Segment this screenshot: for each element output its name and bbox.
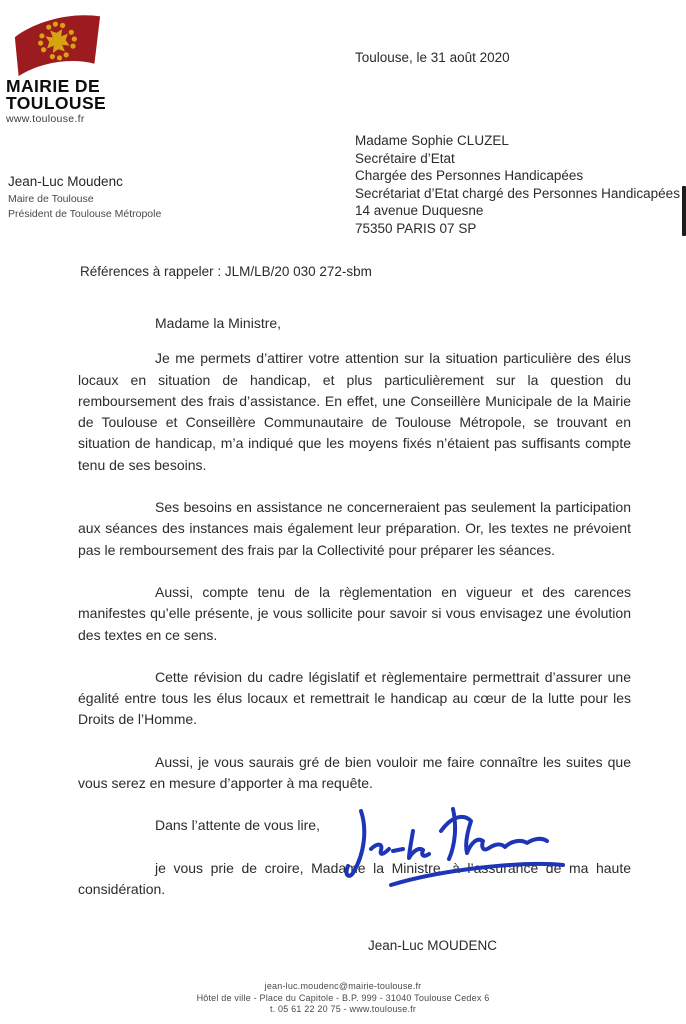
footer-email: jean-luc.moudenc@mairie-toulouse.fr — [264, 981, 422, 991]
occitan-flag-icon — [6, 6, 108, 78]
sender-name: Jean-Luc Moudenc — [8, 174, 123, 189]
recipient-block — [355, 132, 680, 238]
logo-text-line2: TOULOUSE — [6, 92, 107, 113]
footer-phone-web: t. 05 61 22 20 75 - www.toulouse.fr — [269, 1004, 417, 1014]
recipient-line: 14 avenue Duquesne — [355, 203, 484, 219]
date-line: Toulouse, le 31 août 2020 — [355, 50, 510, 65]
sender-title-1: Maire de Toulouse — [8, 193, 94, 205]
valediction: je vous prie de croire, Madame la Ministre, à l’assurance de ma haute considération. — [78, 859, 631, 897]
recipient-line: Secrétariat d’Etat chargé des Personnes Handicapées — [355, 185, 680, 201]
recipient-line: Madame Sophie CLUZEL — [355, 133, 509, 148]
recipient-line: 75350 PARIS 07 SP — [355, 220, 477, 236]
logo-text-line1: MAIRIE DE — [6, 76, 101, 96]
mairie-toulouse-logo — [6, 6, 136, 125]
paragraph: Aussi, compte tenu de la règlementation en vigueur et des carences manifestes qu’elle présente, je vous sollicite pour savoir si vous envisagez une évolution des textes en ce sens. — [78, 583, 631, 643]
sender-block — [8, 174, 161, 222]
recipient-line: Secrétaire d’Etat — [355, 150, 455, 166]
paragraph: Ses besoins en assistance ne concerneraient pas seulement la participation aux séances des instances mais également leur préparation. Or, les textes ne prévoient pas le remboursement des frais par la Collectivité pour préparer les séances. — [78, 499, 631, 558]
letter-footer — [0, 981, 686, 1016]
paragraph: Aussi, je vous saurais gré de bien vouloir me faire connaître les suites que vous serez en mesure d’apporter à ma requête. — [78, 753, 631, 792]
scan-artifact — [682, 186, 686, 236]
closing-line: Dans l’attente de vous lire, — [155, 817, 320, 834]
recipient-line: Chargée des Personnes Handicapées — [355, 168, 584, 184]
logo-website: www.toulouse.fr — [6, 113, 85, 125]
footer-address: Hôtel de ville - Place du Capitole - B.P. 999 - 31040 Toulouse Cedex 6 — [196, 992, 490, 1003]
sender-title-2: Président de Toulouse Métropole — [8, 208, 162, 220]
paragraph: Je me permets d’attirer votre attention sur la situation particulière des élus locaux en situation de handicap, et plus particulièrement sur la question du remboursement des frais d’assistance. En effet, une Conseillère Municipale de la Mairie de Toulouse et Conseillère Communautaire de Toulouse Métropole, se trouvant en situation de handicap, m’a indiqué que les moyens fixés n’étaient pas suffisants compte tenu de ses besoins. — [78, 350, 631, 473]
handwritten-signature — [333, 803, 583, 908]
signature-icon — [333, 803, 583, 908]
paragraph: Cette révision du cadre législatif et règlementaire permettrait d’assurer une égalité entre tous les élus locaux et remettrait le handicap au cœur de la lutte pour les Droits de l’Homme. — [78, 668, 631, 728]
salutation: Madame la Ministre, — [155, 315, 282, 331]
signatory-name: Jean-Luc MOUDENC — [368, 938, 498, 953]
reference-line: Références à rappeler : JLM/LB/20 030 272-sbm — [80, 264, 372, 279]
